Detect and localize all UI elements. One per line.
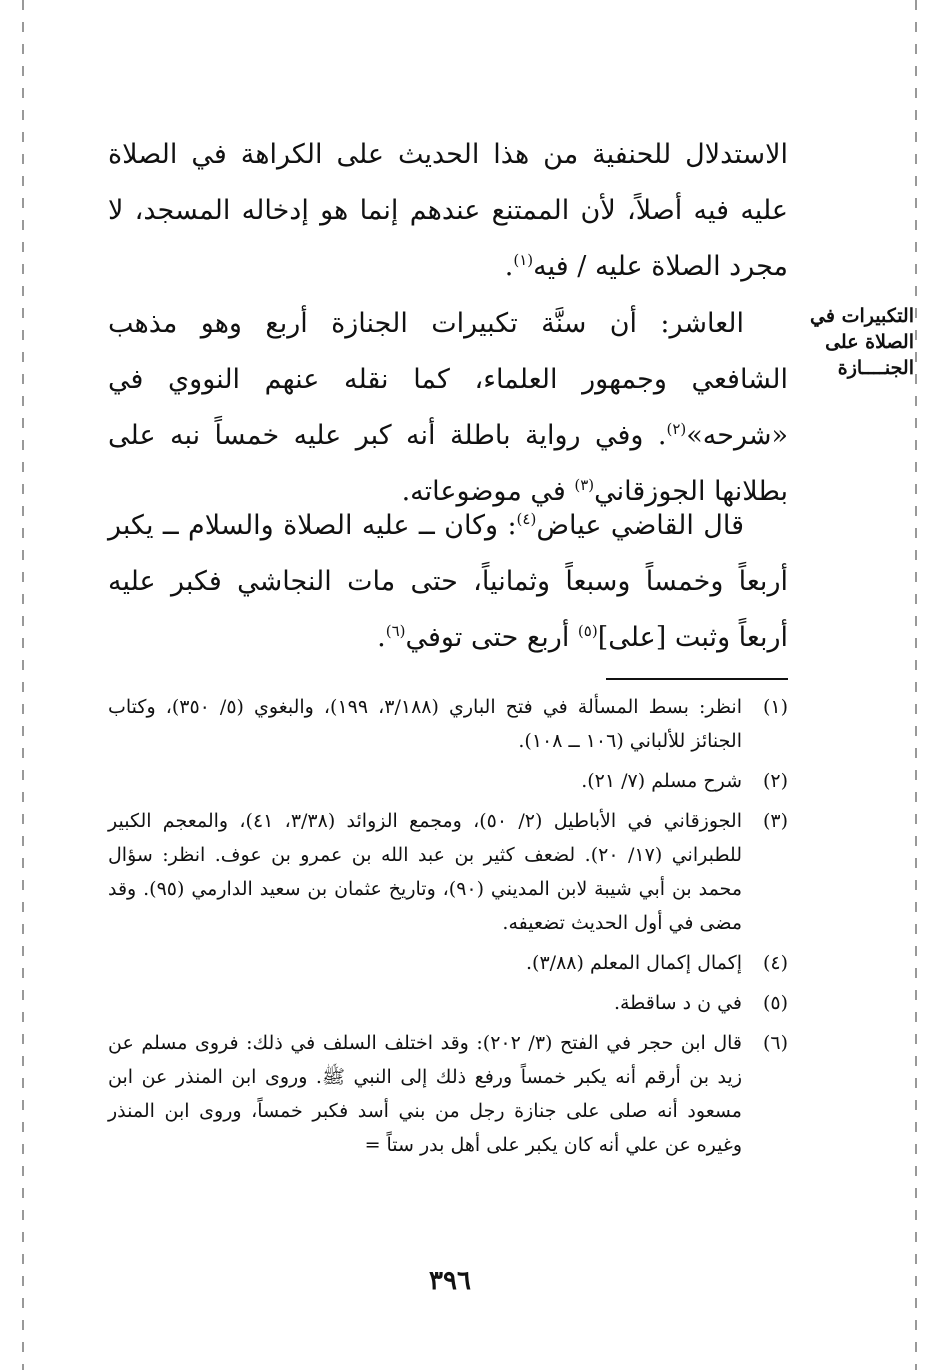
footnote-ref-5: (٥): [577, 622, 598, 640]
body-paragraph-1: [108, 127, 788, 295]
scan-edge-left: [22, 0, 24, 1370]
footnote-2: [108, 764, 788, 798]
paragraph-text: الاستدلال للحنفية من هذا الحديث على الكراهة في الصلاة عليه فيه أصلاً، لأن الممتنع عندهم إنما هو إدخاله المسجد، لا مجرد الصلاة عليه / فيه: [108, 139, 788, 282]
paragraph-text-c: في موضوعاته.: [401, 476, 575, 507]
page-number: ٣٩٦: [429, 1266, 471, 1296]
footnote-ref-2: (٢): [666, 420, 687, 438]
footnote-text: إكمال إكمال المعلم (٣/٨٨).: [526, 952, 742, 974]
paragraph-text-b: . وفي رواية باطلة أنه كبر عليه خمساً نبه على بطلانها الجوزقاني: [108, 420, 788, 507]
footnote-number: (٤): [762, 952, 788, 974]
footnote-6: [108, 1026, 788, 1162]
footnote-number: (٢): [762, 770, 788, 792]
footnote-number: (٦): [762, 1032, 788, 1054]
paragraph-text-c: أربع حتى توفي: [405, 622, 578, 653]
body-paragraph-3: [108, 498, 788, 666]
footnote-text: قال ابن حجر في الفتح (٣/ ٢٠٢): وقد اختلف السلف في ذلك: فروى مسلم عن زيد بن أرقم أنه يكبر خمساً ورفع ذلك إلى النبي ﷺ. وروى ابن المنذر عن ابن مسعود أنه صلى على جنازة رجل من بني أسد فكبر خمساً، وروى ابن المنذر وغيره عن علي أنه كان يكبر على أهل بدر ستاً =: [108, 1032, 742, 1156]
margin-note-line-3: الجنــــازة: [837, 357, 914, 379]
footnote-separator: [606, 678, 788, 680]
footnote-1: [108, 690, 788, 758]
paragraph-end: .: [377, 622, 386, 653]
body-paragraph-2: [108, 296, 788, 520]
margin-note-line-1: التكبيرات في: [810, 305, 914, 327]
footnote-number: (١): [762, 696, 788, 718]
footnote-ref-6: (٦): [385, 622, 406, 640]
paragraph-text-b: : وكان ــ عليه الصلاة والسلام ــ يكبر أربعاً وخمساً وسبعاً وثمانياً، حتى مات النجاشي فكبر عليه أربعاً وثبت [على]: [108, 510, 788, 653]
paragraph-end: .: [504, 251, 514, 282]
footnotes: [108, 690, 788, 1168]
footnote-text: في ن د ساقطة.: [613, 992, 742, 1014]
footnote-text: الجوزقاني في الأباطيل (٢/ ٥٠)، ومجمع الزوائد (٣/٣٨، ٤١)، والمعجم الكبير للطبراني (١٧/ ٢٠). لضعف كثير بن عبد الله بن عمرو بن عوف. انظر: سؤال محمد بن أبي شيبة لابن المديني (٩٠)، وتاريخ عثمان بن سعيد الدارمي (٩٥). وقد مضى في أول الحديث تضعيفه.: [108, 810, 742, 934]
margin-note-line-2: الصلاة على: [825, 331, 914, 353]
footnote-3: [108, 804, 788, 940]
scan-edge-right: [915, 0, 917, 1370]
footnote-text: شرح مسلم (٧/ ٢١).: [581, 770, 742, 792]
footnote-text: انظر: بسط المسألة في فتح الباري (٣/١٨٨، ١٩٩)، والبغوي (٥/ ٣٥٠)، وكتاب الجنائز للألباني (١٠٦ ــ ١٠٨).: [108, 696, 742, 752]
footnote-number: (٣): [762, 810, 788, 832]
footnote-ref-4: (٤): [516, 510, 537, 528]
footnote-number: (٥): [762, 992, 788, 1014]
footnote-5: [108, 986, 788, 1020]
paragraph-text-a: قال القاضي عياض: [536, 510, 745, 541]
paragraph-text-a: العاشر: أن سنَّة تكبيرات الجنازة أربع وهو مذهب الشافعي وجمهور العلماء، كما نقله عنهم النووي في «شرحه»: [108, 308, 788, 451]
footnote-4: [108, 946, 788, 980]
footnote-ref-1: (١): [513, 251, 534, 269]
margin-note: [806, 303, 914, 381]
footnote-ref-3: (٣): [574, 476, 595, 494]
